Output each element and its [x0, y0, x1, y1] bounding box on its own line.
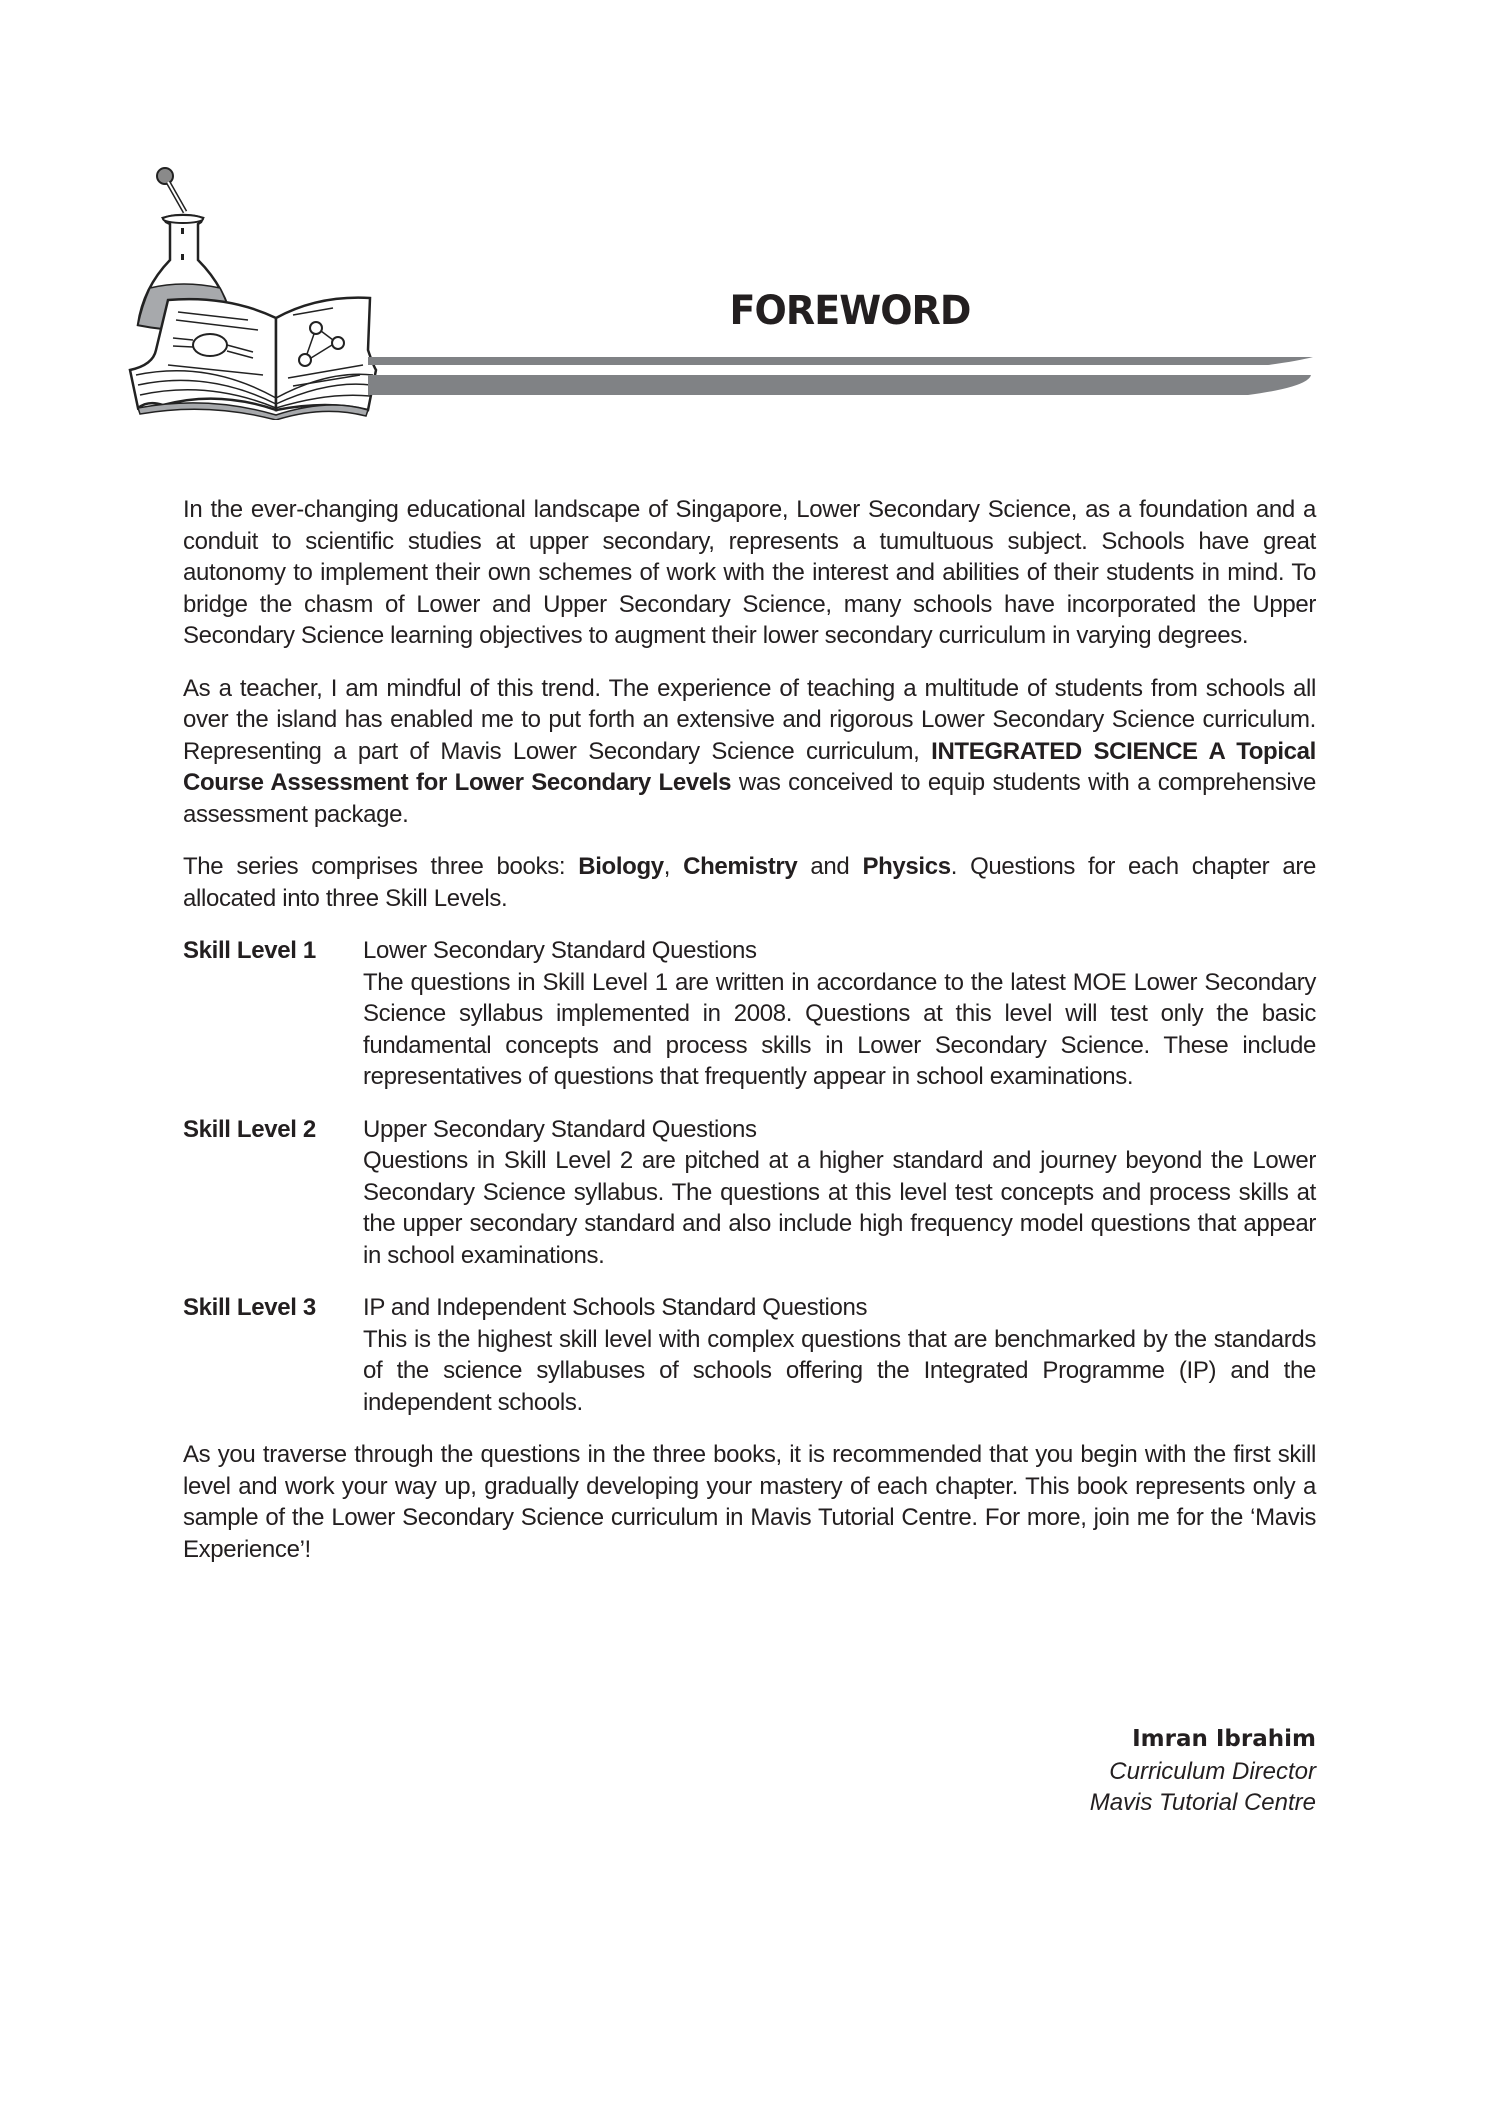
paragraph-text: ,: [663, 853, 684, 880]
paragraph-series: [183, 851, 1316, 914]
paragraph-text: and: [797, 853, 863, 880]
skill-level-description: This is the highest skill level with complex questions that are benchmarked by the standards of the science syllabuses of schools offering the Integrated Programme (IP) and the independent schools.: [363, 1325, 1316, 1416]
book-title-bold: INTEGRATED SCIENCE A Topical Course Assessment for Lower Secondary Levels: [183, 737, 1316, 796]
skill-level-title: IP and Independent Schools Standard Questions: [363, 1294, 868, 1321]
flask-and-open-book-icon: [128, 160, 378, 420]
skill-level-item: [183, 1292, 1316, 1418]
skill-level-label: Skill Level 1: [183, 937, 316, 964]
skill-level-body: [363, 935, 1316, 1093]
author-organization: Mavis Tutorial Centre: [1089, 1789, 1316, 1816]
paragraph-text: The series comprises three books:: [183, 853, 579, 880]
skill-level-item: [183, 935, 1316, 1093]
skill-level-title: Lower Secondary Standard Questions: [363, 937, 757, 964]
skill-level-description: The questions in Skill Level 1 are written in accordance to the latest MOE Lower Secondary Science syllabus implemented in 2008. Questions at this level will test only the basic fundamental concepts and process skills in Lower Secondary Science. These include representatives of questions that frequently appear in school examinations.: [363, 968, 1316, 1090]
author-name: Imran Ibrahim: [1132, 1726, 1316, 1752]
paragraph-intro: In the ever-changing educational landscape of Singapore, Lower Secondary Science, as a foundation and a conduit to scientific studies at upper secondary, represents a tumultuous subject. Schools have great autonomy to implement their own schemes of work with the interest and abilities of their students in mind. To bridge the chasm of Lower and Upper Secondary Science, many schools have incorporated the Upper Secondary Science learning objectives to augment their lower secondary curriculum in varying degrees.: [183, 496, 1316, 649]
skill-level-description: Questions in Skill Level 2 are pitched at a higher standard and journey beyond the Lower Secondary Science syllabus. The questions at this level test concepts and process skills at the upper secondary standard and also include high frequency model questions that appear in school examinations.: [363, 1147, 1316, 1269]
book-biology: Biology: [578, 853, 664, 880]
skill-level-label: Skill Level 2: [183, 1115, 316, 1143]
skill-level-item: [183, 1114, 1316, 1272]
skill-level-body: [363, 1292, 1316, 1418]
signature-block: [1090, 1724, 1316, 1819]
book-physics: Physics: [862, 853, 951, 880]
paragraph-closing: As you traverse through the questions in the three books, it is recommended that you begin with the first skill level and work your way up, gradually developing your mastery of each chapter. This book represents only a sample of the Lower Secondary Science curriculum in Mavis Tutorial Centre. For more, join me for the ‘Mavis Experience’!: [183, 1441, 1316, 1563]
foreword-body: [183, 494, 1316, 1586]
paragraph-text: . Questions for each chapter are allocated into three Skill Levels.: [183, 853, 1317, 912]
page-title: FOREWORD: [729, 288, 971, 334]
book-chemistry: Chemistry: [683, 853, 798, 880]
author-role: Curriculum Director: [1109, 1757, 1316, 1785]
paragraph-text: was conceived to equip students with a comprehensive assessment package.: [183, 769, 1316, 828]
skill-level-body: [363, 1114, 1316, 1272]
title-underline-bars: [368, 355, 1313, 397]
paragraph-text: As a teacher, I am mindful of this trend. The experience of teaching a multitude of students from schools all over the island has enabled me to put forth an extensive and rigorous Lower Secondary Science curriculum. Representing a part of Mavis Lower Secondary Science curriculum,: [183, 674, 1316, 765]
paragraph-teacher: [183, 673, 1316, 831]
skill-level-label: Skill Level 3: [183, 1294, 316, 1321]
skill-level-title: Upper Secondary Standard Questions: [363, 1115, 757, 1143]
